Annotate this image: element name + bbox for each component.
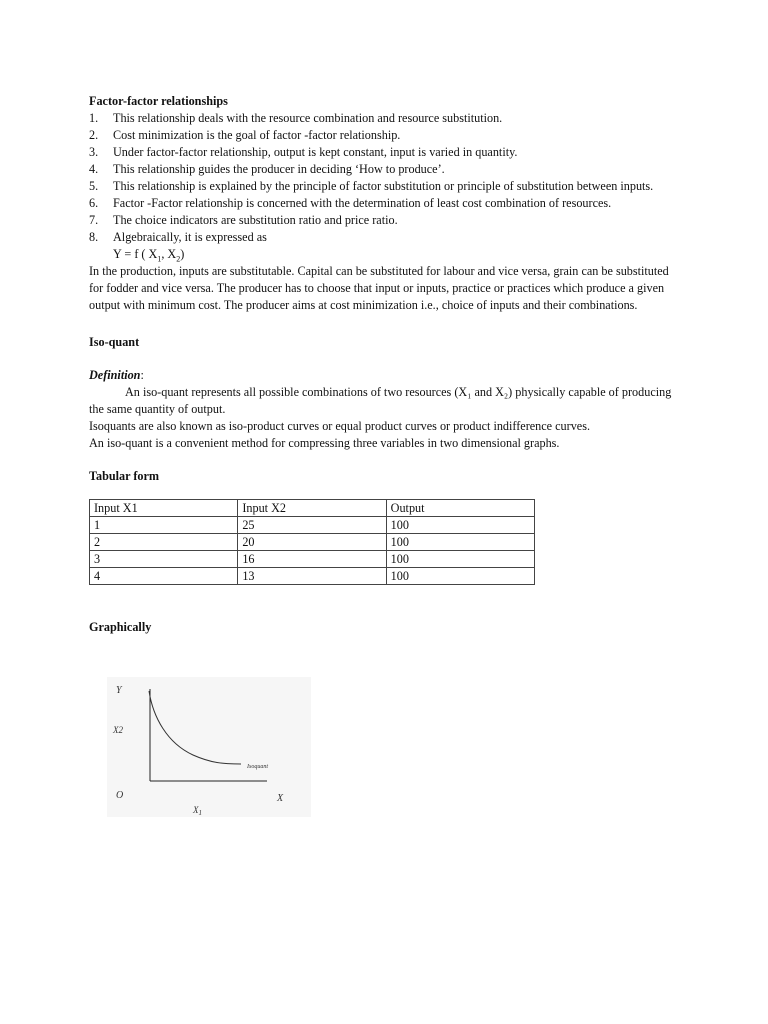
x1-label: $X_1$ — [193, 805, 202, 817]
y-axis-label: Y — [116, 685, 122, 696]
table-cell: 1 — [90, 517, 238, 534]
table-header: Input X2 — [238, 500, 386, 517]
list-item: 1. This relationship deals with the resource combination and resource substitution. — [89, 111, 503, 125]
isoquant-graph — [107, 677, 311, 817]
list-item: 5. This relationship is explained by the principle of factor substitution or principle of substitution between inputs. — [89, 179, 654, 193]
list-item: 7. The choice indicators are substitution ratio and price ratio. — [89, 213, 398, 227]
graph-svg — [107, 677, 311, 817]
isoquant-curve-label: Isoquant — [247, 764, 268, 770]
table-cell: 16 — [238, 551, 386, 568]
table-cell: 100 — [386, 517, 534, 534]
table-cell: 100 — [386, 568, 534, 585]
document-page — [89, 93, 689, 636]
table-row — [90, 551, 535, 568]
list-item: 2. Cost minimization is the goal of factor -factor relationship. — [89, 128, 401, 142]
isoquant-title: Iso-quant — [89, 335, 140, 349]
table-row — [90, 517, 535, 534]
table-header: Input X1 — [90, 500, 238, 517]
production-formula: Y = f ( $X_1$, $X_2$) — [113, 247, 185, 264]
list-item: 6. Factor -Factor relationship is concerned with the determination of least cost combination of resources. — [89, 196, 612, 210]
definition-paragraph: Definition: An iso-quant represents all possible combinations of two resources (X₁ and X₂) physically capable of producing the same quantity of output. — [89, 368, 672, 416]
table-header-row — [90, 500, 535, 517]
table-header: Output — [386, 500, 534, 517]
table-cell: 4 — [90, 568, 238, 585]
relationship-list — [89, 110, 689, 246]
table-cell: 2 — [90, 534, 238, 551]
x2-label: X2 — [113, 725, 123, 735]
list-item: 8. Algebraically, it is expressed as — [89, 230, 267, 244]
isoquant-curve — [149, 691, 241, 764]
graph-title: Graphically — [89, 620, 152, 634]
isoquant-line-2: Isoquants are also known as iso-product curves or equal product curves or product indifference curves. — [89, 419, 590, 433]
table-cell: 25 — [238, 517, 386, 534]
definition-label: Definition — [89, 368, 141, 382]
x-axis-label: X — [277, 793, 284, 804]
isoquant-line-3: An iso-quant is a convenient method for compressing three variables in two dimensional graphs. — [89, 436, 560, 450]
table-row — [90, 568, 535, 585]
origin-label: O — [116, 790, 124, 801]
table-cell: 13 — [238, 568, 386, 585]
table-cell: 20 — [238, 534, 386, 551]
table-cell: 3 — [90, 551, 238, 568]
table-row — [90, 534, 535, 551]
table-cell: 100 — [386, 534, 534, 551]
list-item: 3. Under factor-factor relationship, output is kept constant, input is varied in quantity. — [89, 145, 518, 159]
intro-paragraph: In the production, inputs are substitutable. Capital can be substituted for labour and vice versa, grain can be substituted for fodder and vice versa. The producer has to choose that input or inputs, practice or practices which produce a given output with minimum cost. The producer aims at cost minimization i.e., choice of inputs and their combinations. — [89, 264, 669, 312]
table-cell: 100 — [386, 551, 534, 568]
list-item: 4. This relationship guides the producer in deciding ‘How to produce’. — [89, 162, 445, 176]
isoquant-table — [89, 499, 535, 585]
section-title: Factor-factor relationships — [89, 94, 228, 108]
tabular-title: Tabular form — [89, 469, 160, 483]
